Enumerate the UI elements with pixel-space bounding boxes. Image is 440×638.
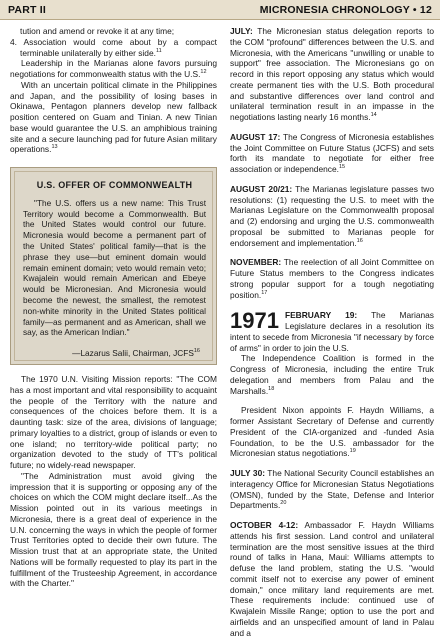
right-column <box>230 26 434 638</box>
entry-february-19: 1971 FEBRUARY 19: The Marianas Legislature declares in a resolution its intent to secede from Micronesia "if necessary by force of arms" in order to join the U.S. <box>230 308 434 353</box>
left-column <box>10 26 217 589</box>
sidebar-title: U.S. OFFER OF COMMONWEALTH <box>36 180 193 190</box>
entry-july-30: JULY 30: The National Security Council establishes an interagency Office for Micronesian Status Negotiations (OMSN), funded by the State, Defense and Interior Departments.$^{20}$ <box>230 468 435 511</box>
entry-august-20: AUGUST 20/21: The Marianas legislature passes two resolutions: (1) requesting the U.S. to meet with the Marianas Legislature on the Commonwealth proposal and (2) endorsing and urging the U.S. commonwealth proposal be submitted to Marianas people for endorsement and implementation.$^{16}$ <box>230 183 434 248</box>
paragraph: Leadership in the Marianas alone favors pursuing negotiations for commonwealth status with the U.S.$^{12}$ <box>10 58 217 79</box>
part-label: PART II <box>8 4 46 16</box>
entry-july: JULY: The Micronesian status delegation reports to the COM "profound" differences between the U.S. and Micronesia, with the Americans "unwilling or unable to support" free association. The Micronesians go on record in this report opposing any status which would create permanent ties with the U.S. Both procedural and substantive differences over land control and unilateral termination result in an impasse in the negotiations lasting nearly 16 months.$^{14}$ <box>230 26 434 122</box>
sidebar-citation: —Lazarus Salii, Chairman, JCFS$^{16}$ <box>72 348 200 359</box>
entry-independence-coalition: The Independence Coalition is formed in the Congress of Micronesia, including the entire Truk delegation and members from Palau and the Marshalls.$^{18}$ <box>230 353 434 396</box>
year-heading: 1971 <box>230 308 279 334</box>
page-header <box>0 0 440 20</box>
paragraph: With an uncertain political climate in the Philippines and Japan, and the possibility of losing bases in Okinawa, Pentagon planners develop new fallback position centered on Guam and Tinian. A new Tinian base would guarantee the U.S. an amphibious training site and a secure launching pad for future Asian military operations.$^{13}$ <box>10 79 217 155</box>
list-item: 4. Association would come about by a compact terminable unilaterally by either side.$^{11}$ <box>10 36 217 58</box>
entry-nixon-appointment: President Nixon appoints F. Haydn Williams, a former Assistant Secretary of Defense and currently President of the CIA-organized and -funded Asia Foundation, to be the U.S. ambassador for the Micronesian status negotiations.$^{19}$ <box>230 405 434 459</box>
paragraph: "The Administration must avoid giving the impression that it is supporting or opposing any of the choices on which the COM might declare itself...As the Mission pointed out in its various meetings in Micronesia, there is a great deal of experience in the U.N. concerning the ways in which the people of former Trust Territories opted to decide their own future. The Mission trust that at an appropriate state, the United Nations will be formally requested to play its part in the fulfillment of the Trusteeship Agreement, in accordance with the Charter." <box>10 470 217 589</box>
paragraph: The 1970 U.N. Visiting Mission reports: "The COM has a most important and vital responsibility to acquaint the people of the Territory with the nature and consequences of the choices before them. It is a daunting task: size of the area, divisions of language; primary loyalties to a district, group of islands or even to one island; no territory-wide political party; no organization devoted to the study of TT's political future; no widely-read newspaper. <box>10 374 217 470</box>
entry-november: NOVEMBER: The reelection of all Joint Committee on Future Status members to the Congress indicates strong popular support for a tough negotiating position.$^{17}$ <box>230 257 434 300</box>
quote-sidebar <box>10 167 217 365</box>
sidebar-quote: "The U.S. offers us a new name: This Trust Territory would become a Commonwealth. But the United States would control our future. Micronesia would become a permanent part of the United States' political family—that is the phrase they use—but eminent domain would remain eminent domain; veto would remain veto; Kwajalein would remain American and Ebeye would be Micronesian. And Micronesia would become the newest, the smallest, the remotest non-white minority in the United States political family—as permanent and as American, shall we say, as the American Indian." <box>23 197 206 338</box>
list-item: tution and amend or revoke it at any time; <box>20 26 175 36</box>
running-title: MICRONESIA CHRONOLOGY • 12 <box>259 4 432 16</box>
entry-august-17: AUGUST 17: The Congress of Micronesia establishes the Joint Committee on Future Status (JCFS) and sets forth its mandate to negotiate for either free association or independence.$^{15}$ <box>230 131 434 174</box>
entry-october: OCTOBER 4-12: Ambassador F. Haydn Williams attends his first session. Land control and unilateral termination are the most sensitive issues at the third round of talks in Hana, Maui: Williams attempts to defuse the land problem, stating the U.S. "would commit itself not to exercise any power of eminent domain," once military land requirements are met. These requirements include: continued use of Kwajalein Missile Range; option to use the port and airfields and an unspecified amount of land in Palau and a <box>230 520 434 638</box>
